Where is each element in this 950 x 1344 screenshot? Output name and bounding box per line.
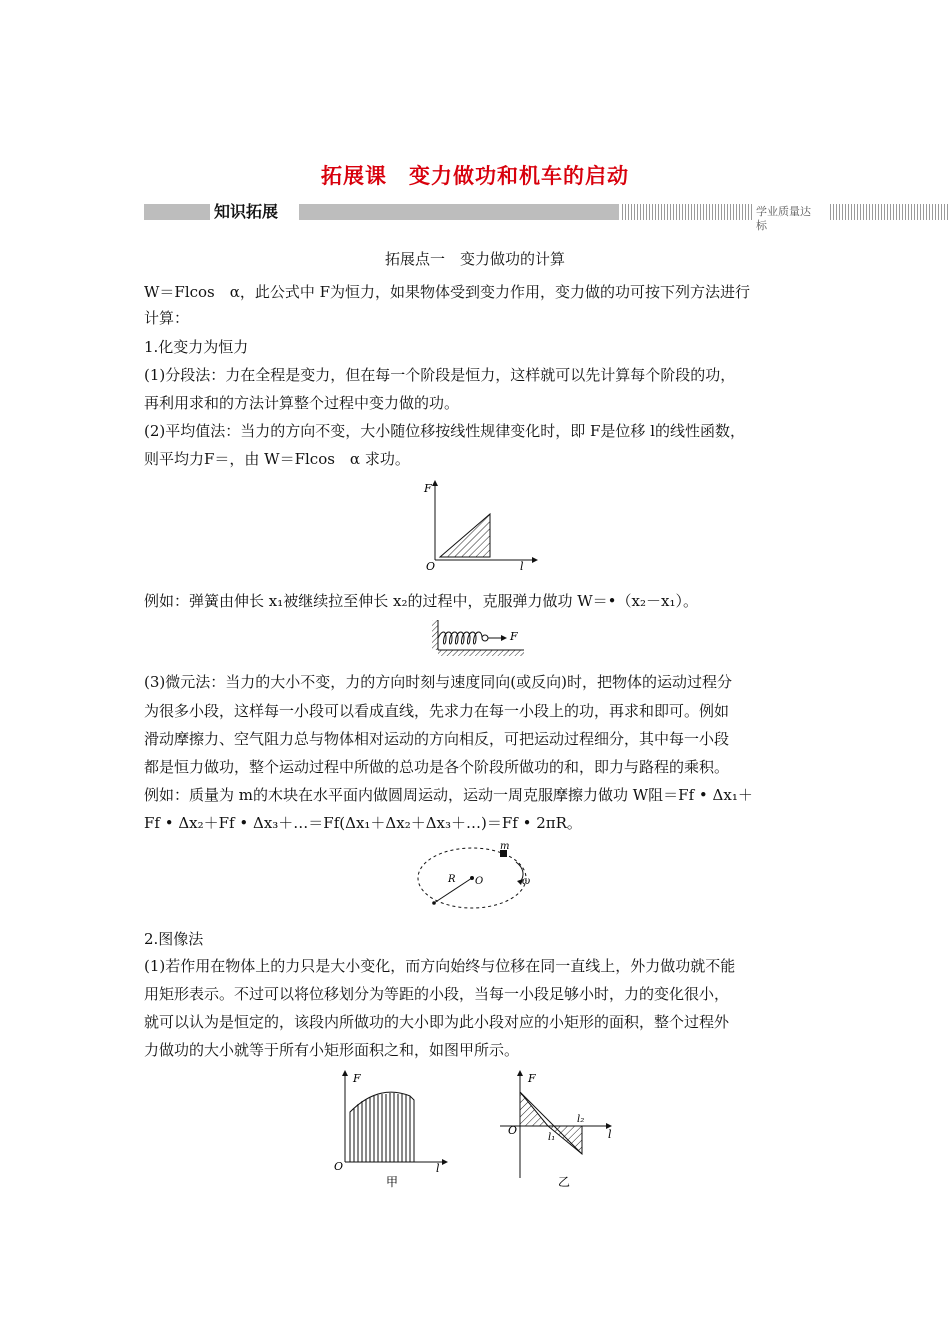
mass-label: m [500, 841, 510, 852]
center-label: O [475, 876, 484, 887]
paragraph-line: Ff • Δx₂＋Ff • Δx₃＋…＝Ff(Δx₁＋Δx₂＋Δx₃＋…)＝Ff • 2πR。 [144, 814, 582, 832]
force-displacement-linear-figure [420, 478, 540, 573]
spring-figure [428, 618, 528, 658]
origin-label: O [508, 1124, 518, 1137]
circular-motion-figure [412, 840, 542, 915]
paragraph-line: (2)平均值法：当力的方向不变，大小随位移按线性规律变化时，即 F是位移 l的线性函数， [144, 422, 745, 440]
paragraph-line: 例如：质量为 m的木块在水平面内做圆周运动，运动一周克服摩擦力做功 W阻＝Ff • Δx₁＋ [144, 786, 753, 804]
section-banner [144, 201, 814, 232]
spring-coil [438, 632, 482, 644]
rectangles [354, 1093, 410, 1162]
paragraph-line: 用矩形表示。不过可以将位移划分为等距的小段，当每一小段足够小时，力的变化很小， [144, 985, 730, 1003]
origin-label: O [426, 560, 436, 573]
l2-label: l₂ [577, 1114, 585, 1125]
l-axis-label: l [520, 560, 524, 573]
figure-jia [330, 1068, 450, 1190]
paragraph-line: W＝Flcos α，此公式中 F为恒力，如果物体受到变力作用，变力做的功可按下列方法进行 [144, 283, 751, 301]
paragraph-line: 都是恒力做功，整个运动过程中所做的总功是各个阶段所做功的和，即力与路程的乘积。 [144, 758, 730, 776]
paragraph-line: (3)微元法：当力的大小不变，力的方向时刻与速度同向(或反向)时，把物体的运动过程分 [144, 673, 732, 691]
figure-yi [498, 1068, 628, 1190]
banner-right-label: 学业质量达标 [756, 205, 811, 232]
figure-jia-caption: 甲 [386, 1175, 399, 1189]
l-axis-label: l [608, 1128, 612, 1141]
paragraph-line: 就可以认为是恒定的，该段内所做功的大小即为此小段对应的小矩形的面积，整个过程外 [144, 1013, 730, 1031]
banner-stripes-left [622, 204, 752, 220]
paragraph-line: (1)若作用在物体上的力只是大小变化，而方向始终与位移在同一直线上，外力做功就不能 [144, 957, 736, 975]
paragraph-line: 滑动摩擦力、空气阻力总与物体相对运动的方向相反，可把运动过程细分，其中每一小段 [144, 730, 730, 748]
banner-stripes-right [830, 204, 950, 220]
section-heading: 拓展点一 变力做功的计算 [384, 250, 565, 268]
paragraph-line: 1.化变力为恒力 [144, 338, 249, 356]
banner-bar-mid [299, 204, 619, 220]
radius-label: R [448, 874, 456, 885]
paragraph-line: 则平均力F＝，由 W＝Flcos α 求功。 [144, 450, 410, 468]
positive-area [520, 1092, 548, 1126]
f-axis-label: F [424, 482, 432, 495]
banner-label: 知识拓展 [214, 202, 279, 221]
paragraph-line: 为很多小段，这样每一小段可以看成直线，先求力在每一小段上的功，再求和即可。例如 [144, 702, 730, 720]
example-spring: 例如：弹簧由伸长 x₁被继续拉至伸长 x₂的过程中，克服弹力做功 W＝•（x₂－x₁）。 [144, 592, 698, 610]
omega-label: ω [522, 876, 531, 887]
figure-yi-caption: 乙 [558, 1175, 571, 1189]
wall [432, 620, 438, 650]
work-area [440, 514, 490, 557]
page-title: 拓展课 变力做功和机车的启动 [321, 164, 629, 188]
paragraph-line: 计算： [144, 309, 190, 327]
l-axis-label: l [436, 1162, 440, 1175]
l1-label: l₁ [548, 1132, 556, 1143]
paragraph-line: 再利用求和的方法计算整个过程中变力做的功。 [144, 394, 460, 412]
f-axis-label: F [528, 1072, 536, 1085]
floor [438, 650, 524, 656]
f-axis-label: F [353, 1072, 361, 1085]
spring-force-label: F [510, 630, 518, 643]
origin-label: O [334, 1160, 344, 1173]
banner-bar-left [144, 204, 210, 220]
paragraph-line: 2.图像法 [144, 930, 204, 948]
paragraph-line: (1)分段法：力在全程是变力，但在每一个阶段是恒力，这样就可以先计算每个阶段的功， [144, 366, 736, 384]
paragraph-line: 力做功的大小就等于所有小矩形面积之和，如图甲所示。 [144, 1041, 520, 1059]
